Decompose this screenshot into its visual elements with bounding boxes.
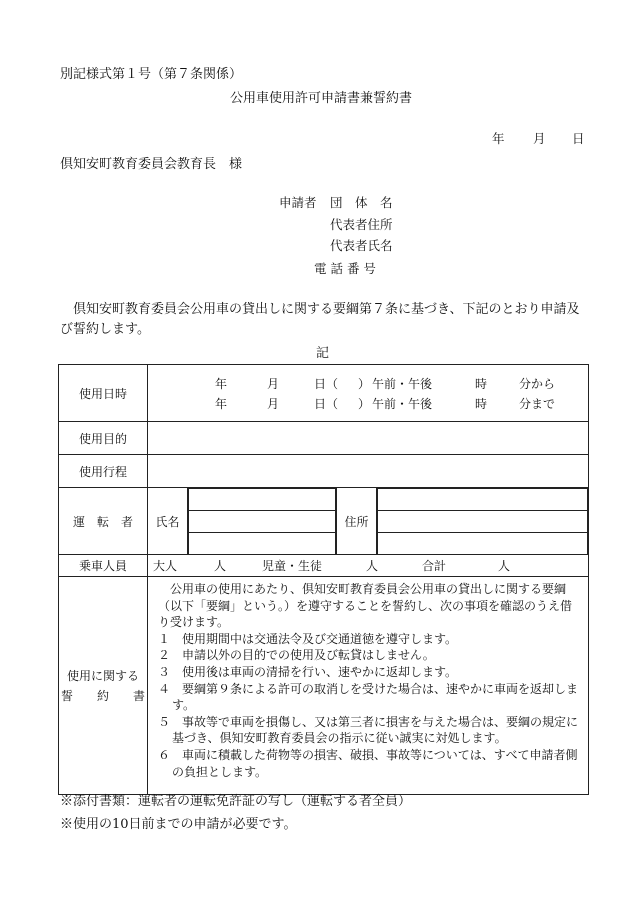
dt2-paren-close: ）	[358, 397, 371, 411]
passengers-label: 乗車人員	[59, 555, 148, 577]
dt2-to: 分まで	[519, 397, 556, 411]
row-passengers	[59, 555, 589, 577]
purpose-field[interactable]	[148, 422, 589, 455]
dt2-year: 年	[215, 397, 228, 411]
dt1-ampm: 午前・午後	[372, 377, 433, 391]
row-vow	[59, 577, 589, 795]
child-label: 児童・生徒	[262, 558, 323, 573]
row-itinerary	[59, 455, 589, 488]
datetime-field[interactable]	[148, 365, 589, 422]
org-name-label: 団 体 名	[330, 195, 393, 210]
date-year: 年	[492, 131, 505, 146]
vow-content	[148, 577, 589, 795]
itinerary-label: 使用行程	[59, 455, 148, 488]
form-number: 別記様式第１号（第７条関係）	[60, 67, 243, 82]
row-datetime	[59, 365, 589, 422]
driver-address-line-1[interactable]	[378, 489, 588, 511]
driver-name-line-2[interactable]	[189, 511, 336, 533]
driver-address-line-3[interactable]	[378, 533, 588, 555]
vow-label-line-2: 誓 約 書	[60, 688, 145, 703]
vow-item-2: ２ 申請以外の目的での使用及び転貸はしません。	[158, 648, 435, 663]
ki-heading: 記	[316, 346, 330, 361]
addressee: 倶知安町教育委員会教育長 様	[60, 157, 243, 172]
dt1-hour: 時	[475, 377, 488, 391]
total-label: 合計	[422, 558, 447, 573]
vow-intro: 公用車の使用にあたり、倶知安町教育委員会公用車の貸出しに関する要綱（以下「要綱」という。）を遵守することを誓約し、次の事項を確認のうえ借り受けます。	[158, 582, 573, 630]
dt2-day: 日（	[314, 397, 339, 411]
adult-label: 大人	[153, 558, 178, 573]
driver-address-label: 住所	[337, 488, 377, 555]
intro-paragraph: 倶知安町教育委員会公用車の貸出しに関する要綱第７条に基づき、下記のとおり申請及び誓約します。	[60, 302, 580, 337]
dt2-ampm: 午前・午後	[372, 397, 433, 411]
note-deadline: ※使用の10日前までの申請が必要です。	[60, 817, 297, 832]
vow-item-3: ３ 使用後は車両の清掃を行い、速やかに返却します。	[158, 664, 458, 679]
purpose-label: 使用目的	[59, 422, 148, 455]
itinerary-field[interactable]	[148, 455, 589, 488]
dt2-hour: 時	[475, 397, 488, 411]
rep-address-label: 代表者住所	[330, 217, 393, 232]
dt1-month: 月	[267, 377, 280, 391]
row-driver	[59, 488, 589, 555]
driver-name-line-3[interactable]	[189, 533, 336, 555]
dt1-paren-close: ）	[358, 377, 371, 391]
driver-label: 運 転 者	[59, 488, 148, 555]
rep-name-label: 代表者氏名	[330, 238, 393, 253]
dt2-month: 月	[267, 397, 280, 411]
datetime-label: 使用日時	[59, 365, 148, 422]
dt1-from: 分から	[519, 377, 556, 391]
vow-label-line-1: 使用に関する	[66, 668, 139, 683]
driver-name-line-1[interactable]	[189, 489, 336, 511]
date-day: 日	[572, 131, 585, 146]
date-month: 月	[533, 131, 546, 146]
vow-item-1: １ 使用期間中は交通法令及び交通道徳を遵守します。	[158, 631, 458, 646]
applicant-label: 申請者	[279, 195, 317, 210]
vow-item-6: ６ 車両に積載した荷物等の損害、破損、事故等については、すべて申請者側の負担とします。	[158, 747, 578, 779]
phone-label: 電 話 番 号	[314, 261, 376, 276]
row-purpose	[59, 422, 589, 455]
driver-address-line-2[interactable]	[378, 511, 588, 533]
note-attachment: ※添付書類：運転者の運転免許証の写し（運転する者全員）	[60, 794, 412, 809]
passengers-field[interactable]	[148, 555, 589, 577]
document-title: 公用車使用許可申請書兼誓約書	[230, 91, 413, 106]
dt1-year: 年	[215, 377, 228, 391]
application-table	[58, 364, 589, 795]
vow-item-4: ４ 要綱第９条による許可の取消しを受けた場合は、速やかに車両を返却します。	[158, 681, 579, 713]
driver-name-label: 氏名	[148, 488, 188, 555]
dt1-day: 日（	[314, 377, 339, 391]
vow-item-5: ５ 事故等で車両を損傷し、又は第三者に損害を与えた場合は、要綱の規定に基づき、倶知安町教育委員会の指示に従い誠実に対処します。	[158, 714, 579, 746]
adult-unit: 人	[214, 558, 227, 573]
child-unit: 人	[366, 558, 379, 573]
driver-address-fields	[377, 488, 589, 555]
total-unit: 人	[498, 558, 511, 573]
vow-label	[59, 577, 148, 795]
driver-name-fields	[188, 488, 337, 555]
